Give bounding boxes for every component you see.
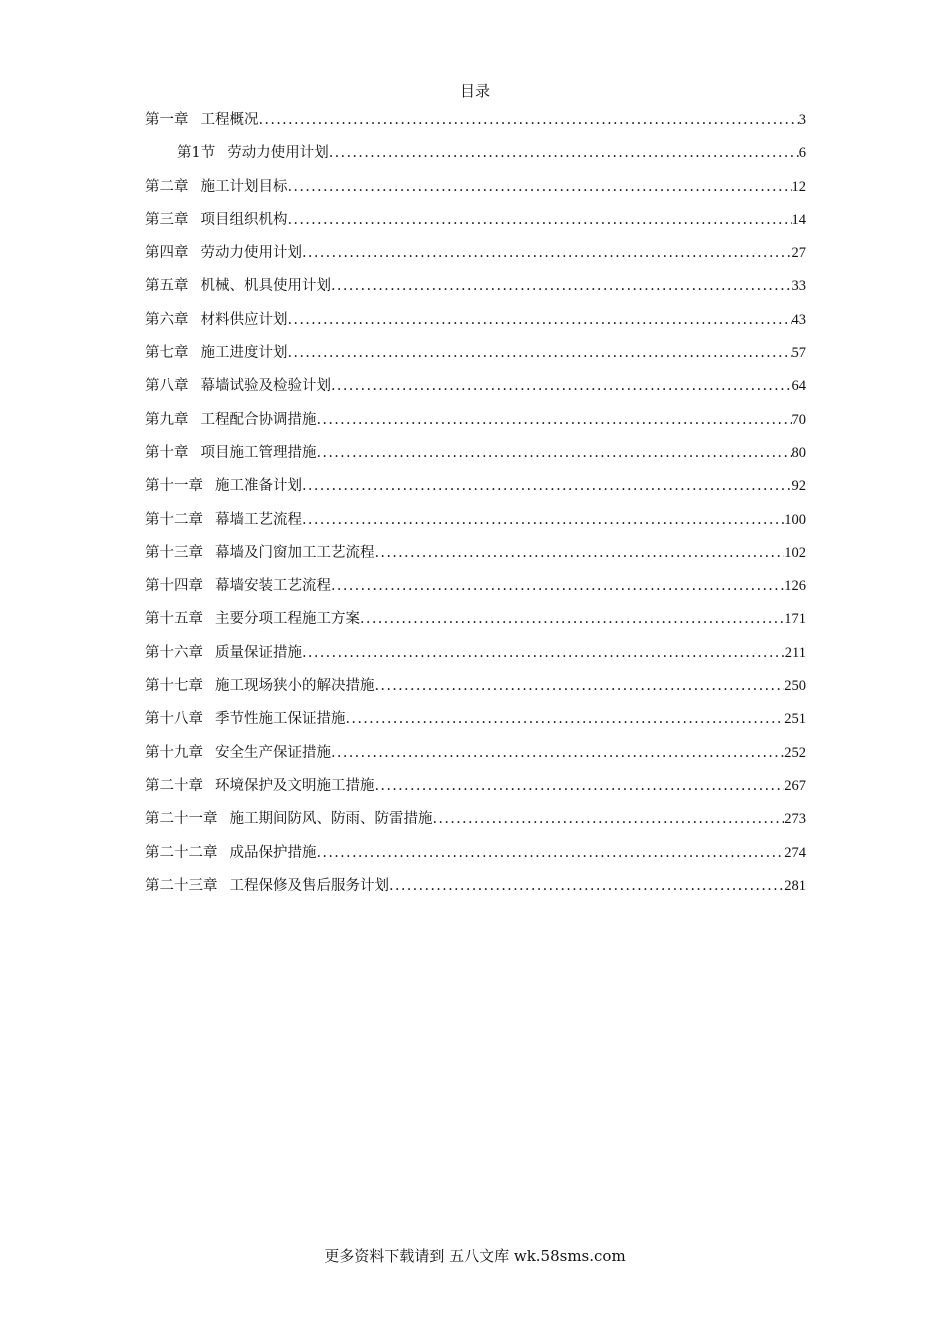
toc-entry[interactable]: [145, 637, 806, 670]
toc-entry-page: 281: [784, 877, 806, 894]
toc-dot-leader: [317, 837, 785, 870]
toc-entry-page: 252: [784, 744, 806, 761]
toc-entry-title: 材料供应计划: [200, 311, 288, 328]
toc-entry[interactable]: [145, 837, 806, 870]
toc-entry-title: 幕墙试验及检验计划: [200, 378, 331, 395]
toc-entry-number: 第二十一章: [145, 811, 218, 828]
toc-entry-page: 250: [784, 678, 806, 695]
toc-entry-title: 幕墙及门窗加工工艺流程: [215, 544, 375, 561]
toc-dot-leader: [331, 737, 784, 770]
toc-entry[interactable]: [145, 304, 806, 337]
toc-entry[interactable]: [145, 504, 806, 537]
toc-entry-page: 251: [784, 711, 806, 728]
toc-entry-number: 第一章: [145, 112, 189, 128]
toc-entry[interactable]: [145, 537, 806, 570]
toc-entry[interactable]: [145, 104, 806, 137]
toc-entry-title: 劳动力使用计划: [227, 145, 329, 162]
toc-entry-number: 第二十二章: [145, 844, 218, 861]
toc-dot-leader: [331, 270, 792, 303]
toc-entry[interactable]: [145, 737, 806, 770]
toc-entry-number: 第十七章: [145, 678, 203, 695]
toc-entry[interactable]: [145, 870, 806, 903]
toc-entry-title: 幕墙安装工艺流程: [215, 578, 331, 595]
toc-entry[interactable]: [145, 204, 806, 237]
toc-entry-page: 92: [791, 478, 806, 495]
toc-entry-page: 12: [791, 178, 806, 195]
toc-entry[interactable]: [145, 470, 806, 503]
toc-dot-leader: [288, 171, 792, 204]
toc-entry-title: 劳动力使用计划: [200, 245, 302, 262]
toc-entry-title: 幕墙工艺流程: [215, 511, 302, 528]
toc-entry-title: 项目施工管理措施: [200, 444, 317, 461]
toc-entry[interactable]: [145, 137, 806, 170]
page-footer: 更多资料下载请到 五八文库 wk.58sms.com: [324, 1247, 626, 1265]
toc-entry-number: 第十一章: [145, 478, 203, 495]
table-of-contents: [145, 104, 806, 903]
toc-entry-number: 第十章: [145, 444, 189, 461]
toc-entry[interactable]: [145, 703, 806, 736]
toc-entry-page: 171: [784, 611, 806, 628]
toc-entry-page: 100: [784, 511, 806, 528]
toc-entry-title: 施工现场狭小的解决措施: [215, 678, 375, 695]
toc-entry[interactable]: [145, 370, 806, 403]
toc-entry-page: 43: [791, 311, 806, 328]
toc-entry-number: 第二十三章: [145, 877, 218, 894]
toc-entry-title: 施工准备计划: [215, 478, 302, 495]
toc-entry-page: 27: [791, 245, 806, 262]
toc-entry[interactable]: [145, 803, 806, 836]
toc-entry-page: 267: [784, 777, 806, 794]
toc-entry-page: 57: [791, 345, 806, 362]
toc-entry-title: 施工进度计划: [200, 345, 288, 362]
toc-entry-number: 第1节: [177, 145, 216, 162]
toc-entry-number: 第十八章: [145, 711, 203, 728]
toc-dot-leader: [302, 504, 784, 537]
toc-dot-leader: [288, 304, 792, 337]
toc-entry[interactable]: [145, 337, 806, 370]
toc-dot-leader: [389, 870, 784, 903]
toc-entry[interactable]: [145, 171, 806, 204]
toc-entry-page: 274: [784, 844, 806, 861]
toc-entry-page: 6: [798, 145, 806, 162]
toc-entry-page: 64: [791, 378, 806, 395]
toc-entry-number: 第十九章: [145, 744, 203, 761]
toc-dot-leader: [331, 570, 784, 603]
toc-dot-leader: [346, 703, 785, 736]
toc-entry[interactable]: [145, 570, 806, 603]
toc-dot-leader: [317, 404, 792, 437]
toc-entry-number: 第六章: [145, 311, 189, 328]
toc-entry-title: 环境保护及文明施工措施: [215, 777, 375, 794]
toc-entry-page: 80: [791, 444, 806, 461]
toc-entry-page: 3: [798, 112, 806, 128]
toc-entry[interactable]: [145, 603, 806, 636]
toc-dot-leader: [375, 770, 785, 803]
toc-dot-leader: [302, 237, 792, 270]
toc-entry-title: 主要分项工程施工方案: [215, 611, 360, 628]
toc-entry-title: 机械、机具使用计划: [200, 278, 331, 295]
toc-dot-leader: [288, 204, 792, 237]
toc-entry-number: 第八章: [145, 378, 189, 395]
toc-entry[interactable]: [145, 437, 806, 470]
toc-entry-page: 211: [784, 644, 806, 661]
toc-entry-number: 第十五章: [145, 611, 203, 628]
toc-entry-number: 第十二章: [145, 511, 203, 528]
toc-entry-title: 质量保证措施: [215, 644, 302, 661]
toc-dot-leader: [329, 137, 799, 170]
toc-dot-leader: [317, 437, 792, 470]
toc-entry[interactable]: [145, 237, 806, 270]
toc-entry-title: 季节性施工保证措施: [215, 711, 346, 728]
toc-dot-leader: [433, 803, 785, 836]
toc-entry-number: 第三章: [145, 211, 189, 228]
toc-entry-title: 项目组织机构: [200, 211, 288, 228]
toc-entry-number: 第二章: [145, 178, 189, 195]
toc-entry[interactable]: [145, 404, 806, 437]
toc-entry-title: 成品保护措施: [229, 844, 317, 861]
toc-entry[interactable]: [145, 670, 806, 703]
toc-dot-leader: [259, 104, 799, 137]
page-title: 目录: [459, 82, 490, 100]
toc-entry-page: 14: [791, 211, 806, 228]
toc-entry-number: 第七章: [145, 345, 189, 362]
toc-dot-leader: [302, 637, 785, 670]
toc-entry-title: 施工计划目标: [200, 178, 288, 195]
toc-entry-number: 第五章: [145, 278, 189, 295]
toc-entry-number: 第十四章: [145, 578, 203, 595]
toc-entry-title: 施工期间防风、防雨、防雷措施: [229, 811, 433, 828]
toc-dot-leader: [375, 537, 785, 570]
toc-entry[interactable]: [145, 770, 806, 803]
toc-entry-number: 第二十章: [145, 777, 203, 794]
toc-dot-leader: [331, 370, 792, 403]
toc-entry-number: 第四章: [145, 245, 189, 262]
toc-entry-page: 102: [784, 544, 806, 561]
toc-entry-title: 工程概况: [200, 112, 259, 128]
toc-entry-title: 工程配合协调措施: [200, 411, 317, 428]
toc-dot-leader: [288, 337, 792, 370]
toc-dot-leader: [360, 603, 784, 636]
toc-entry-title: 安全生产保证措施: [215, 744, 331, 761]
toc-entry[interactable]: [145, 270, 806, 303]
toc-entry-page: 126: [784, 578, 806, 595]
toc-entry-page: 33: [791, 278, 806, 295]
toc-entry-page: 273: [784, 811, 806, 828]
toc-dot-leader: [375, 670, 785, 703]
toc-entry-number: 第九章: [145, 411, 189, 428]
toc-entry-page: 70: [791, 411, 806, 428]
toc-dot-leader: [302, 470, 792, 503]
toc-entry-number: 第十三章: [145, 544, 203, 561]
toc-entry-number: 第十六章: [145, 644, 203, 661]
toc-entry-title: 工程保修及售后服务计划: [229, 877, 389, 894]
